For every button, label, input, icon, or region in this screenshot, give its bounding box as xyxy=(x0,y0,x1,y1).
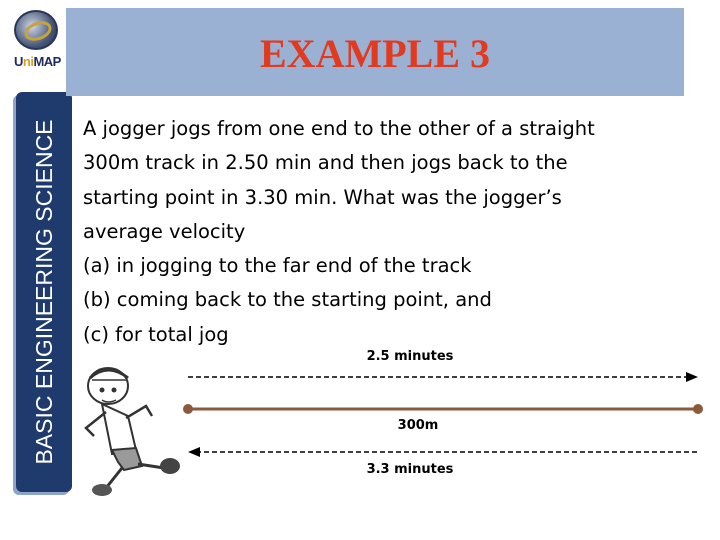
sidebar-label: BASIC ENGINEERING SCIENCE xyxy=(31,119,57,465)
return-time-label: 3.3 minutes xyxy=(366,462,454,477)
logo-text: UniMAP xyxy=(14,54,61,69)
jogger-cartoon-icon xyxy=(72,358,192,498)
outbound-arrowhead xyxy=(686,372,698,382)
slide-title: EXAMPLE 3 xyxy=(260,31,490,76)
problem-line: A jogger jogs from one end to the other of a straight xyxy=(83,117,595,140)
problem-line: (c) for total jog xyxy=(83,322,229,346)
problem-line: 300m track in 2.50 min and then jogs back to the xyxy=(83,151,568,175)
track-length-label: 300m xyxy=(397,418,439,433)
outbound-time-label: 2.5 minutes xyxy=(366,349,454,364)
problem-line: starting point in 3.30 min. What was the jogger’s xyxy=(83,185,562,209)
problem-line: (a) in jogging to the far end of the track xyxy=(83,254,472,278)
problem-line: average velocity xyxy=(83,219,246,243)
problem-line: (b) coming back to the starting point, and xyxy=(83,288,492,312)
track-end-point xyxy=(693,404,703,414)
